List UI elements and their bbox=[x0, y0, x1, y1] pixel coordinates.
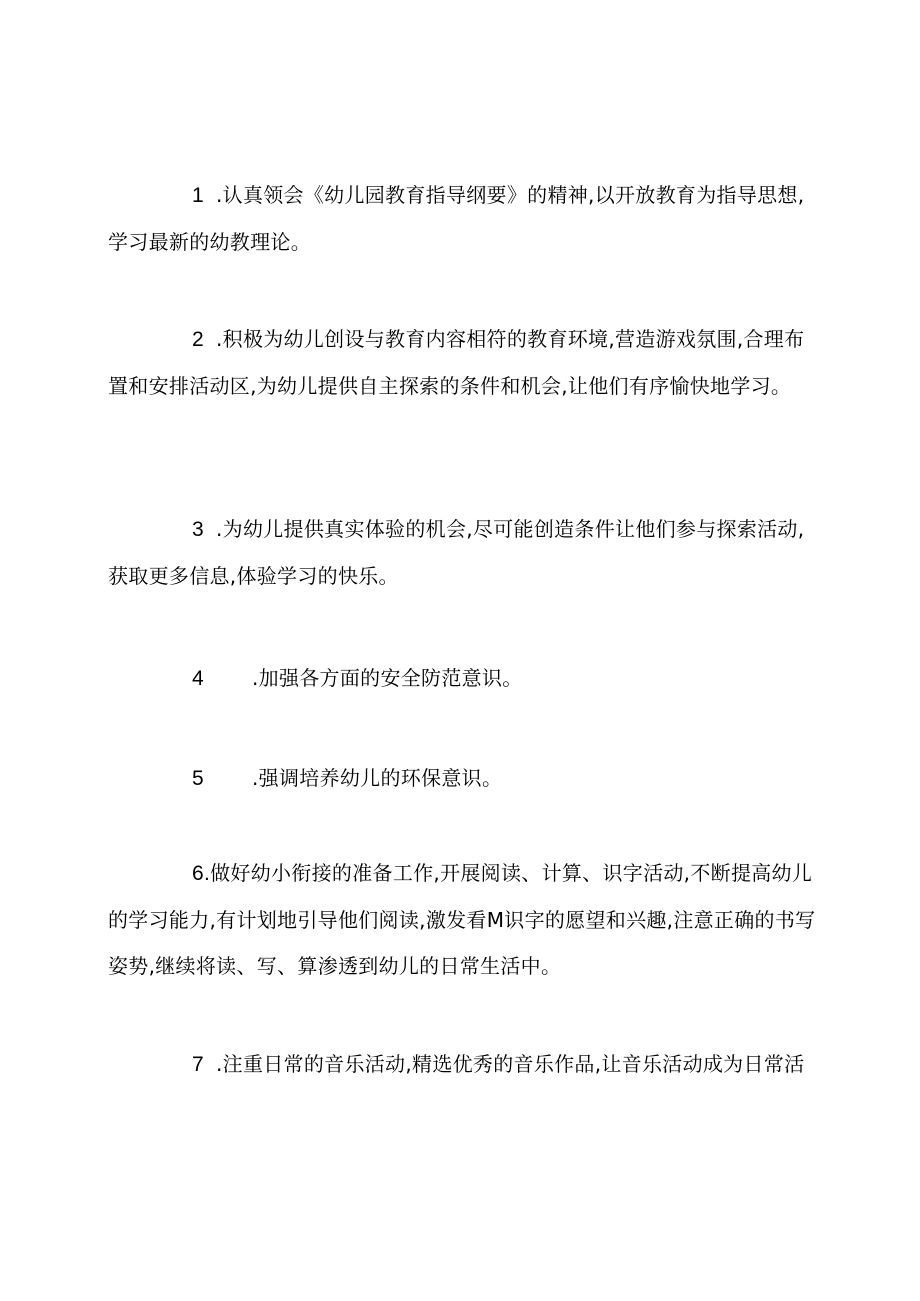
item-text: 加强各方面的安全防范意识。 bbox=[258, 666, 523, 690]
list-item-4 bbox=[108, 655, 820, 702]
item-separator: . bbox=[215, 517, 223, 541]
item-text: 做好幼小衔接的准备工作,开展阅读、计算、识字活动,不断提高幼儿的学习能力,有计划地引导他们阅读,激发看M识字的愿望和兴趣,注意正确的书写姿势,继续将读、写、算渗透到幼儿的日常生活中。 bbox=[108, 861, 816, 978]
list-item-3 bbox=[108, 506, 820, 599]
item-number: 1 bbox=[192, 184, 204, 207]
item-number: 6. bbox=[192, 862, 211, 885]
item-text: 积极为幼儿创设与教育内容相符的教育环境,营造游戏氛围,合理布置和安排活动区,为幼儿提供自主探索的条件和机会,让他们有序愉快地学习。 bbox=[108, 327, 805, 398]
item-number: 3 bbox=[192, 518, 204, 541]
list-item-7 bbox=[108, 1041, 820, 1088]
item-number: 4 bbox=[192, 667, 204, 690]
item-text: 认真领会《幼儿园教育指导纲要》的精神,以开放教育为指导思想,学习最新的幼教理论。 bbox=[108, 183, 805, 254]
list-item-5 bbox=[108, 755, 820, 802]
item-separator: . bbox=[215, 1052, 223, 1076]
list-item-6 bbox=[108, 850, 820, 989]
item-number: 7 bbox=[192, 1053, 204, 1076]
item-separator: . bbox=[251, 766, 259, 790]
item-text: 为幼儿提供真实体验的机会,尽可能创造条件让他们参与探索活动,获取更多信息,体验学习的快乐。 bbox=[108, 517, 805, 588]
list-item-2 bbox=[108, 316, 820, 409]
item-separator: . bbox=[251, 666, 259, 690]
item-separator: . bbox=[215, 183, 223, 207]
item-text: 强调培养幼儿的环保意识。 bbox=[258, 766, 503, 790]
item-text: 注重日常的音乐活动,精选优秀的音乐作品,让音乐活动成为日常活 bbox=[222, 1052, 805, 1076]
item-separator: . bbox=[215, 327, 223, 351]
item-number: 2 bbox=[192, 328, 204, 351]
list-item-1 bbox=[108, 172, 820, 265]
item-number: 5 bbox=[192, 767, 204, 790]
